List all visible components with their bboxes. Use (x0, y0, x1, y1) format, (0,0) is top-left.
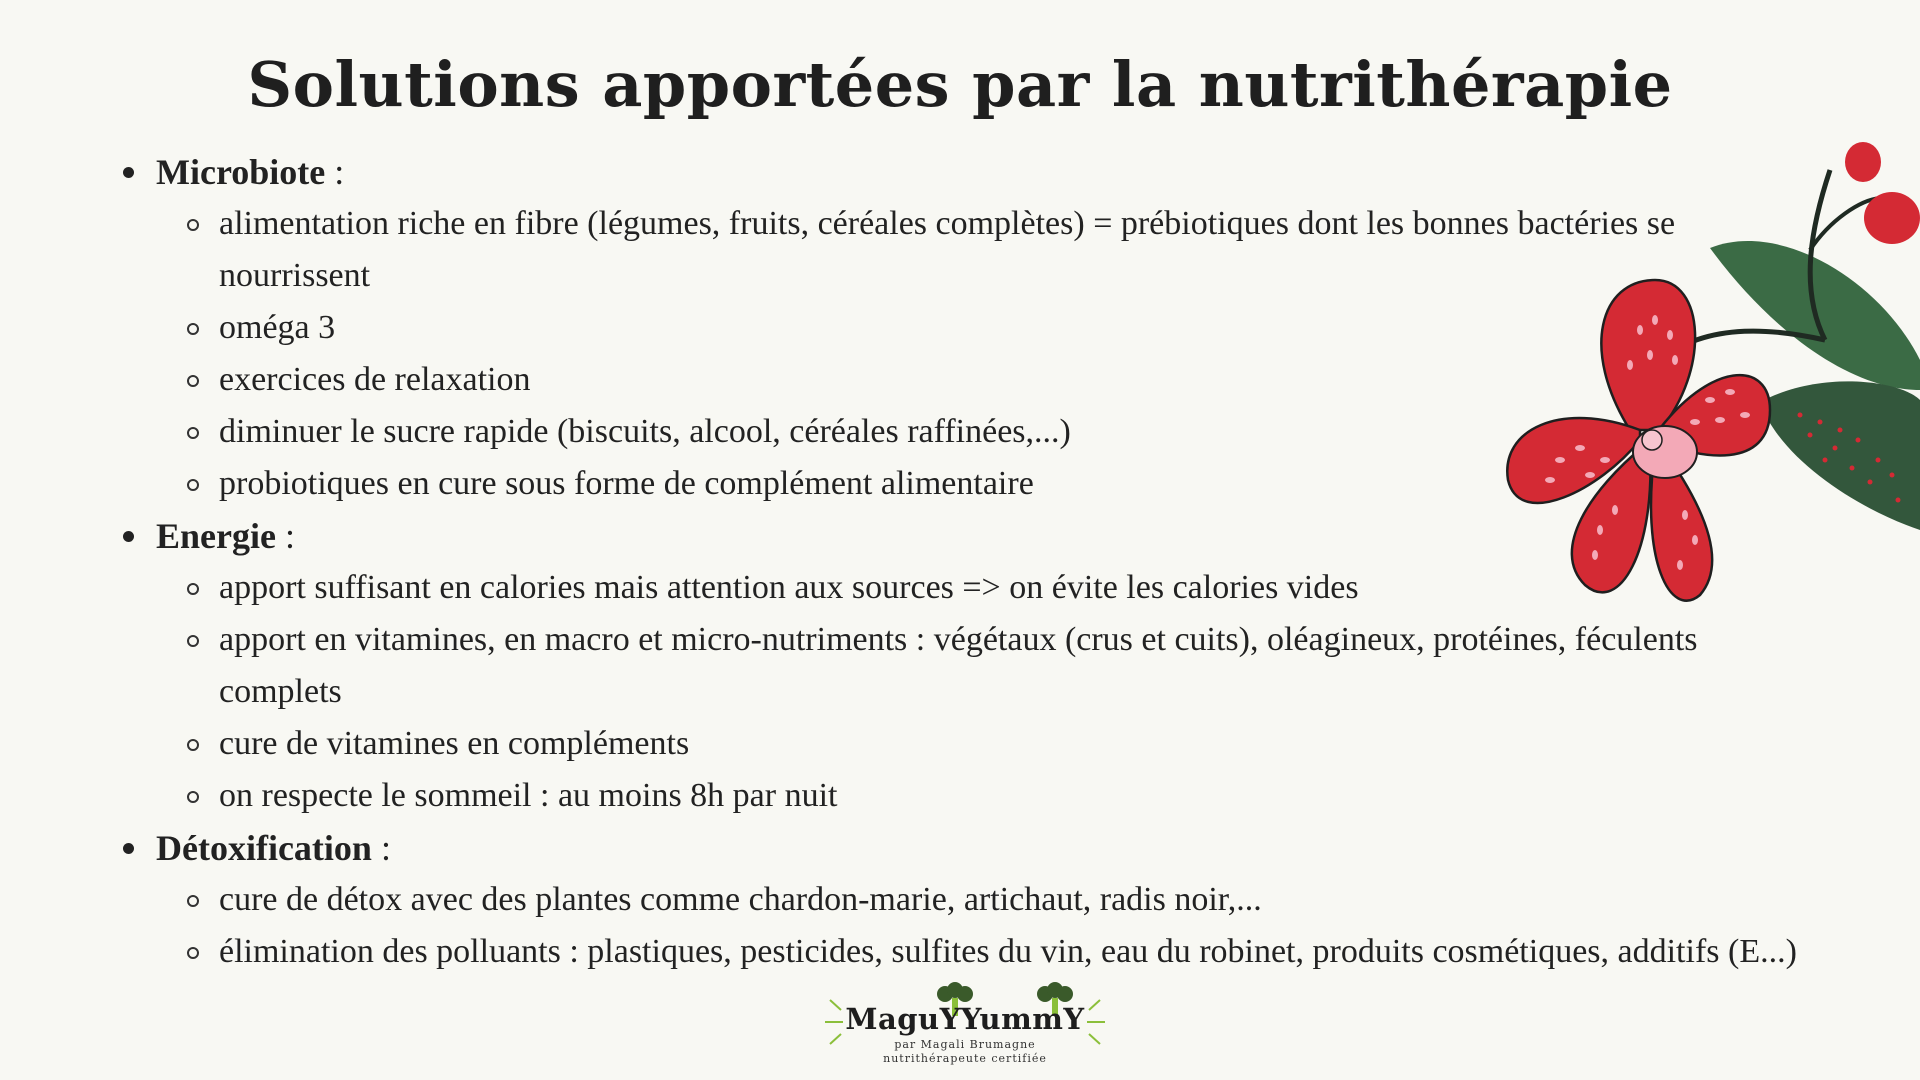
logo-tagline: nutrithérapeute certifiée (883, 1052, 1047, 1065)
list-item (219, 770, 1798, 822)
circle-bullet-icon (187, 947, 199, 959)
item-text: on respecte le sommeil : au moins 8h par nuit (219, 777, 838, 814)
item-text: exercices de relaxation (219, 361, 531, 398)
bullet-icon (123, 531, 134, 542)
list-item (219, 874, 1798, 926)
circle-bullet-icon (187, 219, 199, 231)
sub-list (156, 874, 1798, 978)
leaf-shape (1760, 381, 1920, 530)
item-text: cure de vitamines en compléments (219, 725, 690, 762)
list-item (219, 718, 1798, 770)
section-colon: : (325, 152, 345, 192)
item-text: élimination des polluants : plastiques, pesticides, sulfites du vin, eau du robinet, produits cosmétiques, additifs (E...) (219, 933, 1797, 970)
section-detoxification (118, 822, 1798, 978)
section-colon: : (275, 516, 295, 556)
item-text: diminuer le sucre rapide (biscuits, alcool, céréales raffinées,...) (219, 413, 1071, 450)
circle-bullet-icon (187, 323, 199, 335)
orchid-illustration (1480, 130, 1920, 610)
circle-bullet-icon (187, 635, 199, 647)
circle-bullet-icon (187, 479, 199, 491)
brand-logo (815, 980, 1115, 1065)
bud-shape (1864, 192, 1920, 244)
item-text: apport en vitamines, en macro et micro-nutriments : végétaux (crus et cuits), oléagineux, protéines, féculents complets (219, 621, 1698, 710)
bullet-icon (123, 843, 134, 854)
circle-bullet-icon (187, 583, 199, 595)
circle-bullet-icon (187, 895, 199, 907)
circle-bullet-icon (187, 739, 199, 751)
section-colon: : (371, 828, 391, 868)
bullet-icon (123, 167, 134, 178)
item-text: cure de détox avec des plantes comme chardon-marie, artichaut, radis noir,... (219, 881, 1262, 918)
list-item (219, 614, 1798, 718)
item-text: apport suffisant en calories mais attention aux sources => on évite les calories vides (219, 569, 1359, 606)
circle-bullet-icon (187, 791, 199, 803)
section-heading (156, 822, 1798, 874)
section-name: Détoxification (156, 828, 372, 868)
item-text: oméga 3 (219, 309, 336, 346)
list-item (219, 926, 1798, 978)
section-name: Energie (156, 516, 276, 556)
logo-subtitle: par Magali Brumagne (894, 1038, 1036, 1051)
item-text: probiotiques en cure sous forme de complément alimentaire (219, 465, 1034, 502)
circle-bullet-icon (187, 375, 199, 387)
circle-bullet-icon (187, 427, 199, 439)
slide-title: Solutions apportées par la nutrithérapie (247, 48, 1673, 121)
bud-shape (1845, 142, 1881, 182)
logo-name: MaguYYummY (845, 1002, 1085, 1036)
section-name: Microbiote (156, 152, 326, 192)
item-text: alimentation riche en fibre (légumes, fruits, céréales complètes) = prébiotiques dont les bonnes bactéries se nourrissent (219, 205, 1676, 294)
